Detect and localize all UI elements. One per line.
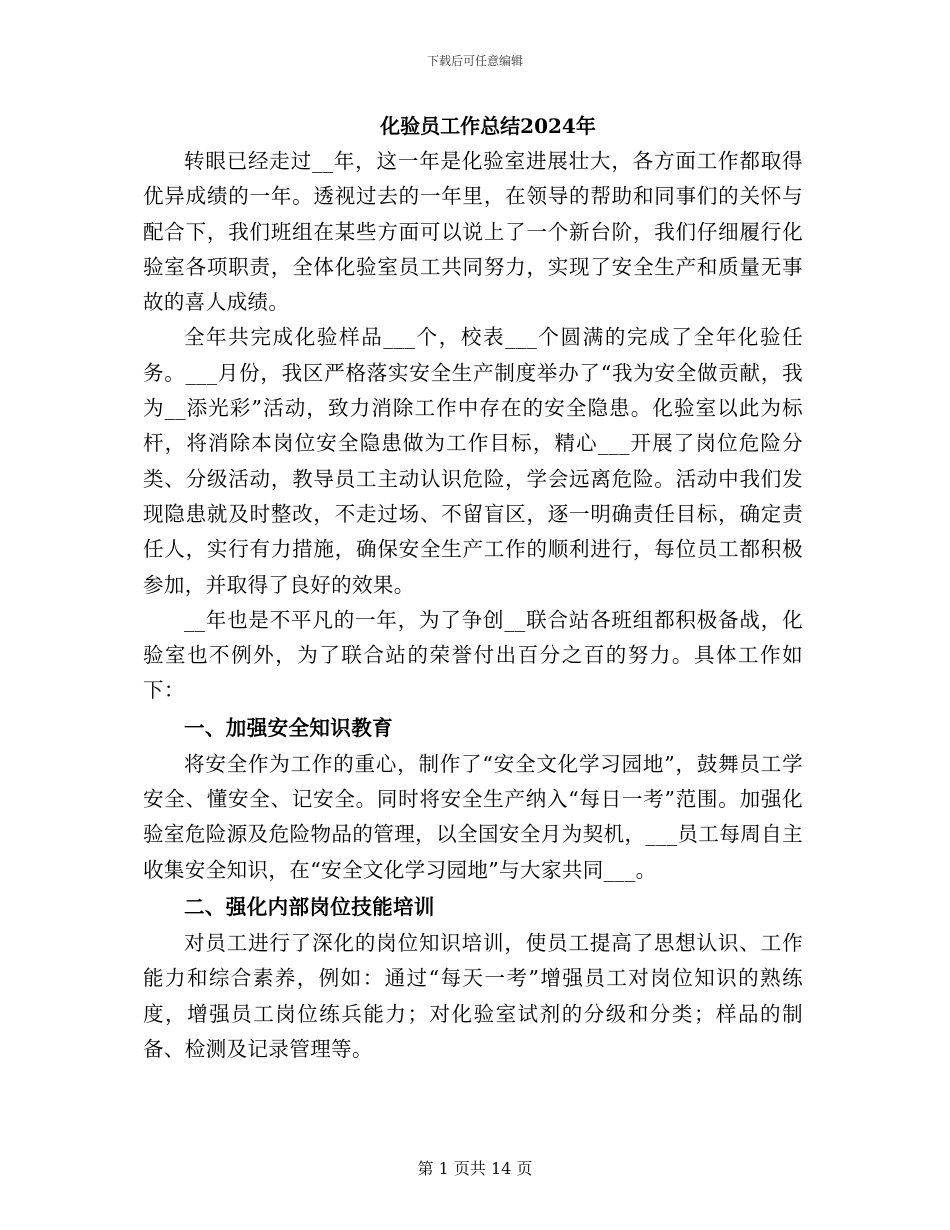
section-heading-skill-training: 二、强化内部岗位技能培训 [184,894,435,919]
section-text-safety-education: 将安全作为工作的重心，制作了“安全文化学习园地”，鼓舞员工学安全、懂安全、记安全。同时将安全生产纳入“每日一考”范围。加强化验室危险源及危险物品的管理，以全国安全月为契机，___员工每周自主收集安全知识，在“安全文化学习园地”与大家共同___。 [143,751,803,882]
section-text-skill-training: 对员工进行了深化的岗位知识培训，使员工提高了思想认识、工作能力和综合素养，例如：通过“每天一考”增强员工对岗位知识的熟练度，增强员工岗位练兵能力；对化验室试剂的分级和分类；样品的制备、检测及记录管理等。 [143,930,803,1061]
page-number-indicator: 第 1 页共 14 页 [417,1159,533,1178]
document-body [143,108,803,1067]
page-header-note: 下载后可任意编辑 [426,54,523,68]
paragraph-work-overview: __年也是不平凡的一年，为了争创__联合站各班组都积极备战，化验室也不例外，为了联合站的荣誉付出百分之百的努力。具体工作如下： [143,607,803,703]
document-title: 化验员工作总结2024年 [380,114,596,138]
paragraph-intro: 转眼已经走过__年，这一年是化验室进展壮大，各方面工作都取得优异成绩的一年。透视过去的一年里，在领导的帮助和同事们的关怀与配合下，我们班组在某些方面可以说上了一个新台阶，我们仔细履行化验室各项职责，全体化验室员工共同努力，实现了安全生产和质量无事故的喜人成绩。 [143,149,803,315]
paragraph-achievements: 全年共完成化验样品___个，校表___个圆满的完成了全年化验任务。___月份，我区严格落实安全生产制度举办了“我为安全做贡献，我为__添光彩”活动，致力消除工作中存在的安全隐患。化验室以此为标杆，将消除本岗位安全隐患做为工作目标，精心___开展了岗位危险分类、分级活动，教导员工主动认识危险，学会远离危险。活动中我们发现隐患就及时整改，不走过场、不留盲区，逐一明确责任目标，确定责任人，实行有力措施，确保安全生产工作的顺利进行，每位员工都积极参加，并取得了良好的效果。 [143,325,803,597]
section-heading-safety-education: 一、加强安全知识教育 [184,715,393,740]
